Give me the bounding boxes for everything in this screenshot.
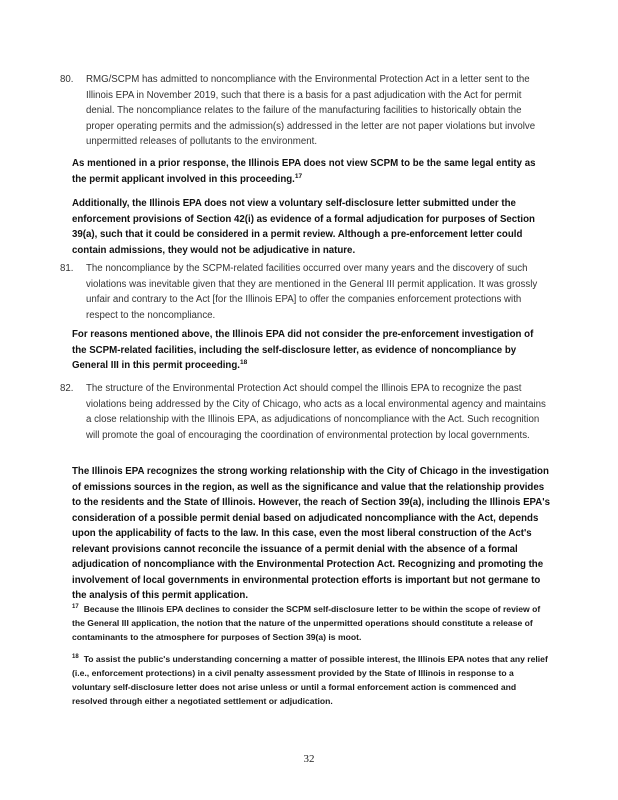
response-80-b: [72, 196, 550, 258]
comment-number: 80.: [60, 74, 74, 85]
comment-number: 81.: [60, 263, 74, 274]
response-81: [72, 327, 550, 374]
response-82: [72, 464, 550, 604]
footnote-17: [72, 602, 550, 644]
footnote-mark: 17: [72, 604, 79, 611]
comment-text: RMG/SCPM has admitted to noncompliance with the Environmental Protection Act in a letter sent to the Illinois EPA in November 2019, such that there is a basis for a past adjudication with the Act for permit denial. The noncompliance relates to the failure of the manufacturing facilities to historically obtain the proper operating permits and the admission(s) addressed in the letter are not paper violations but involve unpermitted releases of pollutants to the environment.: [86, 74, 536, 147]
footnote-ref: 17: [294, 172, 303, 180]
page-number: 32: [303, 753, 315, 765]
footnote-text: To assist the public's understanding concerning a matter of possible interest, the Illinois EPA notes that any relief (i.e., enforcement protections) in a civil penalty assessment provided by the State of Illinois in response to a voluntary self-disclosure letter does not arise unless or until a formal enforcement action is commenced and resolved through either a negotiated settlement or adjudication.: [72, 654, 548, 706]
response-text: For reasons mentioned above, the Illinois EPA did not consider the pre-enforcement investigation of the SCPM-related facilities, including the self-disclosure letter, as evidence of noncompliance by General III in this permit proceeding.: [72, 329, 534, 371]
comment-80: [60, 72, 550, 150]
comment-82: [60, 381, 550, 443]
comment-81: [60, 261, 550, 323]
footnote-ref: 18: [239, 358, 248, 366]
comment-text: The noncompliance by the SCPM-related facilities occurred over many years and the discovery of such violations was inevitable given that they are mentioned in the General III permit application. It was grossly unfair and contrary to the Act [for the Illinois EPA] to offer the companies enforcement protections with respect to the noncompliance.: [86, 263, 538, 321]
response-text: The Illinois EPA recognizes the strong working relationship with the City of Chicago in the investigation of emissions sources in the region, as well as the significance and value that the relationship provides to the residents and the State of Illinois. However, the reach of Section 39(a), including the Illinois EPA's consideration of a possible permit denial based on adjudicated noncompliance with the Act, depends upon the applicability of facts to the law. In this case, even the most liberal construction of the Act's relevant provisions cannot reconcile the issuance of a permit denial with the absence of a formal adjudication of noncompliance with the Environmental Protection Act. Recognizing and promoting the involvement of local governments in environmental protection efforts is important but not germane to the analysis of this permit application.: [72, 466, 550, 601]
response-text: As mentioned in a prior response, the Illinois EPA does not view SCPM to be the same legal entity as the permit applicant involved in this proceeding.: [72, 158, 536, 185]
footnote-mark: 18: [72, 654, 79, 661]
comment-text: The structure of the Environmental Protection Act should compel the Illinois EPA to recognize the past violations being addressed by the City of Chicago, who acts as a local environmental agency and maintains a close relationship with the Illinois EPA, as adjudications of noncompliance with the Act. Such recognition will promote the goal of encouraging the coordination of environmental protection by local governments.: [86, 383, 546, 441]
footnote-text: Because the Illinois EPA declines to consider the SCPM self-disclosure letter to be within the scope of review of the General III application, the notion that the nature of the unpermitted operations should constitute a release of contaminants to the atmosphere for purposes of Section 39(a) is moot.: [72, 604, 541, 642]
response-text: Additionally, the Illinois EPA does not view a voluntary self-disclosure letter submitted under the enforcement provisions of Section 42(i) as evidence of a formal adjudication for purposes of Section 39(a), such that it could be considered in a permit review. Although a pre-enforcement letter could contain admissions, they would not be adjudicative in nature.: [72, 198, 535, 256]
comment-number: 82.: [60, 383, 74, 394]
response-80-a: [72, 156, 550, 187]
footnote-18: [72, 652, 550, 708]
